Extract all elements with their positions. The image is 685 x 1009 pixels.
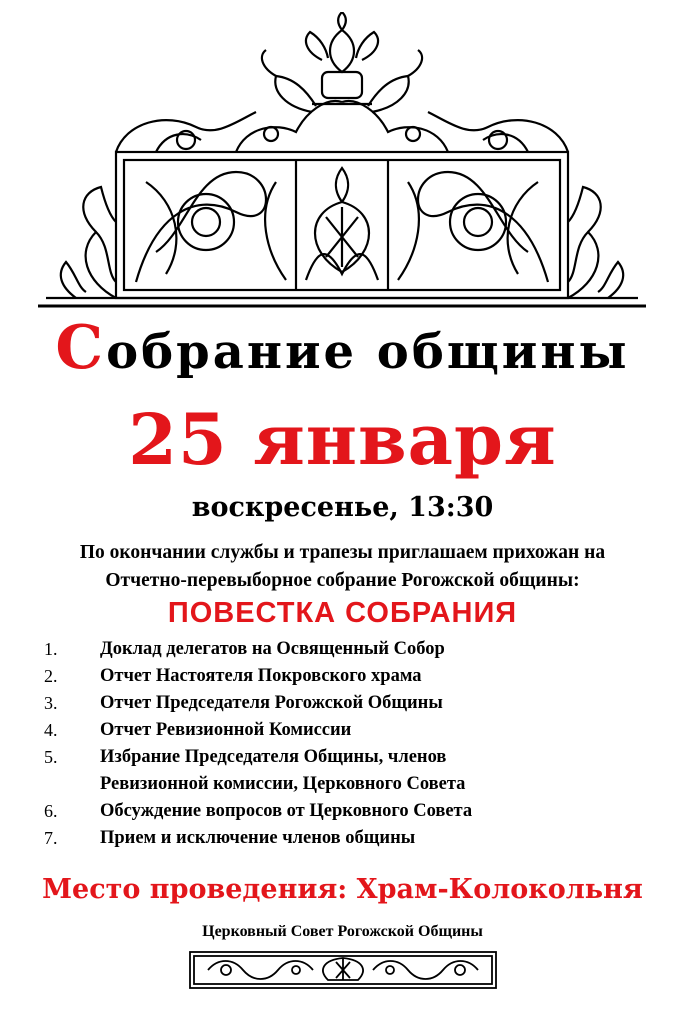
intro-line-1: По окончании службы и трапезы приглашаем прихожан на [79,542,606,563]
agenda-item-number: 4. [44,720,58,740]
agenda-item-text: Отчет Ревизионной Комиссии [100,720,352,740]
intro-text [10,539,675,595]
agenda-item-number: 3. [44,693,58,713]
agenda-item-text: Отчет Настоятеля Покровского храма [100,666,422,686]
intro-line-2: Отчетно-перевыборное собрание Рогожской общины: [105,570,580,591]
agenda-title: ПОВЕСТКА СОБРАНИЯ [167,597,518,629]
agenda-item-number: 5. [44,747,58,767]
agenda-item [44,744,664,798]
agenda-list [44,636,664,852]
agenda-item [44,690,664,717]
agenda-item-number: 2. [44,666,58,686]
page-title [0,313,685,383]
title-rest: обрание общины [106,324,630,380]
floral-divider-icon [188,950,498,990]
agenda-item-text: Избрание Председателя Общины, членов [100,747,447,767]
agenda-item-text: Отчет Председателя Рогожской Общины [100,693,443,713]
agenda-item-text: Доклад делегатов на Освященный Собор [100,639,445,659]
agenda-item-number: 1. [44,639,58,659]
venue: Место проведения: Храм-Колокольня [42,874,643,905]
meeting-date: 25 января [128,398,557,481]
title-initial: С [55,313,107,383]
agenda-item-number: 7. [44,828,58,848]
agenda-item [44,663,664,690]
agenda-item [44,825,664,852]
carved-folk-ornament-icon [36,12,648,312]
agenda-item [44,798,664,825]
agenda-item [44,636,664,663]
agenda-item-text-continued: Ревизионной комиссии, Церковного Совета [100,774,466,794]
signature: Церковный Совет Рогожской Общины [202,923,483,940]
agenda-item [44,717,664,744]
agenda-item-number: 6. [44,801,58,821]
meeting-weekday-time: воскресенье, 13:30 [191,492,494,523]
agenda-item-text: Обсуждение вопросов от Церковного Совета [100,801,473,821]
agenda-item-text: Прием и исключение членов общины [100,828,416,848]
